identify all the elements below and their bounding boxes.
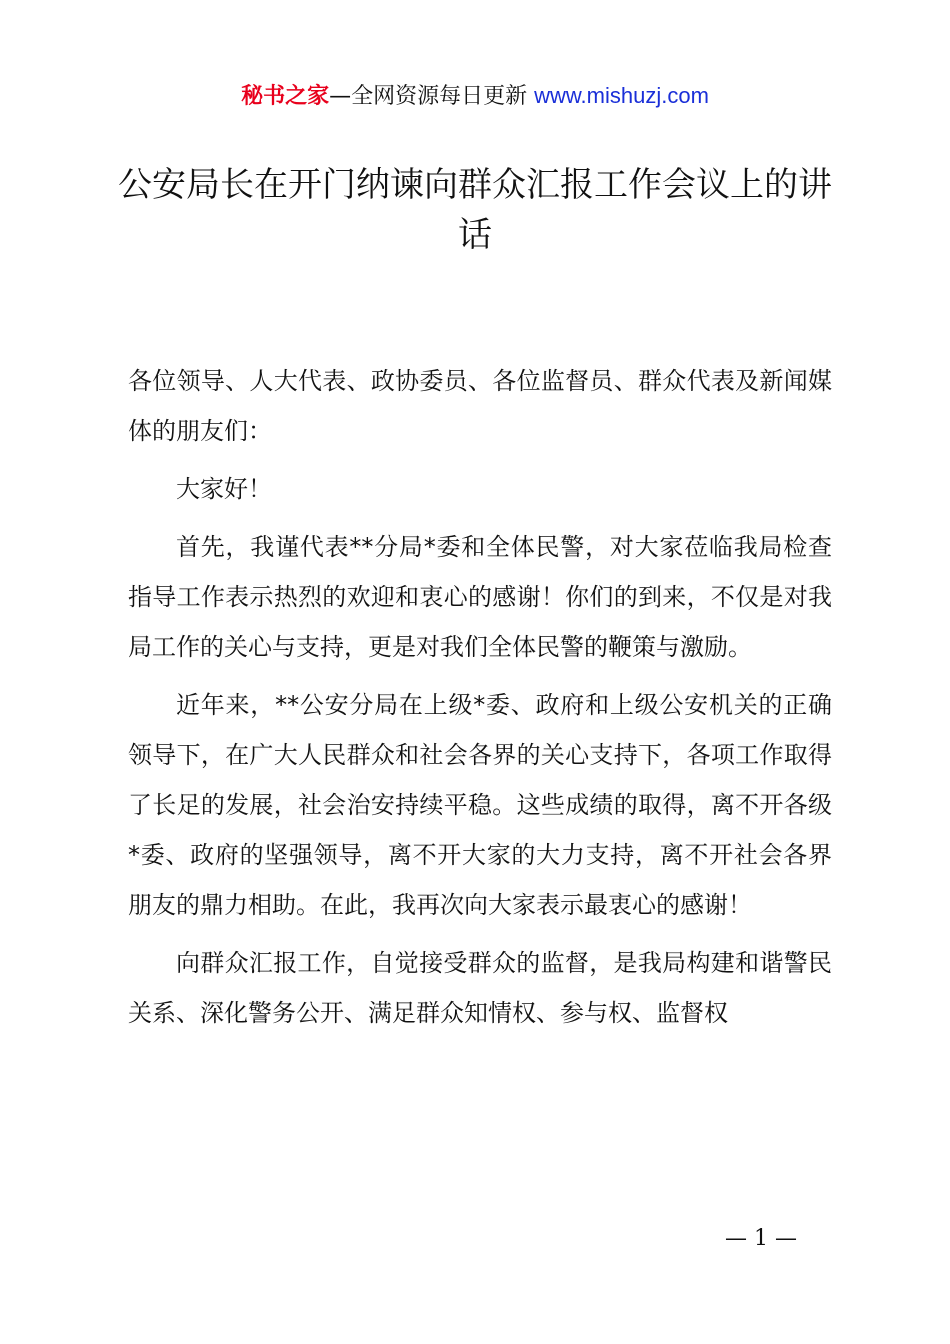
site-header — [0, 80, 950, 113]
salutation: 各位领导、人大代表、政协委员、各位监督员、群众代表及新闻媒体的朋友们： — [128, 367, 832, 445]
site-url-link[interactable]: www.mishuzj.com — [534, 83, 709, 108]
paragraph-welcome: 首先，我谨代表**分局*委和全体民警，对大家莅临我局检查指导工作表示热烈的欢迎和衷心的感谢！你们的到来，不仅是对我局工作的关心与支持，更是对我们全体民警的鞭策与激励。 — [128, 533, 832, 661]
paragraph-supervision: 向群众汇报工作，自觉接受群众的监督，是我局构建和谐警民关系、深化警务公开、满足群众知情权、参与权、监督权 — [128, 949, 832, 1027]
site-slogan: —全网资源每日更新 — [329, 84, 535, 109]
paragraph-greeting: 大家好！ — [176, 475, 272, 503]
document-title: 公安局长在开门纳谏向群众汇报工作会议上的讲话 — [118, 165, 832, 255]
page-number: — 1 — — [725, 1226, 797, 1251]
document-body — [128, 356, 832, 1046]
site-brand: 秘书之家 — [241, 84, 330, 109]
paragraph-achievements: 近年来，**公安分局在上级*委、政府和上级公安机关的正确领导下，在广大人民群众和社会各界的关心支持下，各项工作取得了长足的发展，社会治安持续平稳。这些成绩的取得，离不开各级*委、政府的坚强领导，离不开大家的大力支持，离不开社会各界朋友的鼎力相助。在此，我再次向大家表示最衷心的感谢！ — [128, 691, 832, 919]
